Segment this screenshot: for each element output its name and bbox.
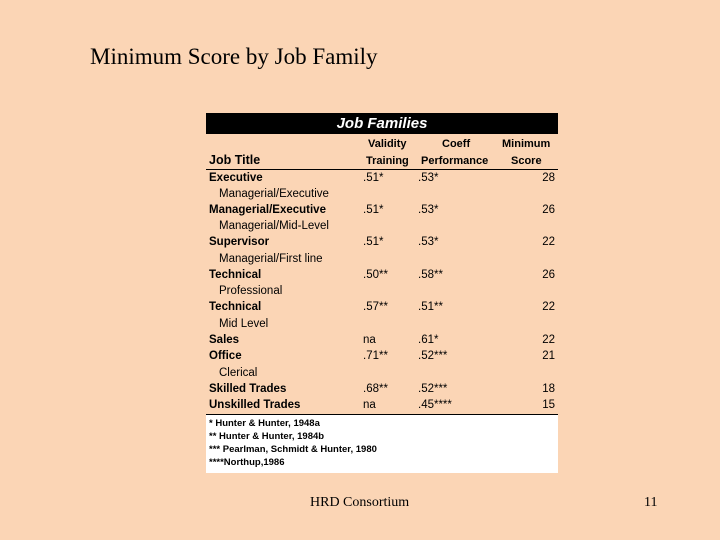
job-subtitle: Managerial/First line — [219, 253, 323, 265]
table-row-sub — [206, 186, 558, 202]
job-title: Technical — [209, 301, 262, 313]
table-row — [206, 267, 558, 283]
job-title: Executive — [209, 172, 263, 184]
table-row — [206, 299, 558, 315]
training-value: .51* — [363, 236, 384, 248]
table-header: Job Families — [206, 113, 558, 134]
performance-value: .51** — [418, 301, 443, 313]
col-header-minimum: Minimum — [502, 138, 551, 150]
minimum-score: 18 — [542, 383, 555, 395]
performance-value: .53* — [418, 236, 439, 248]
job-title: Office — [209, 350, 242, 362]
table-row-sub — [206, 251, 558, 267]
col-header-performance: Performance — [421, 155, 489, 167]
col-header-coeff: Coeff — [442, 138, 471, 150]
col-header-training: Training — [366, 155, 409, 167]
col-header-job-title: Job Title — [209, 153, 261, 167]
col-header-validity: Validity — [368, 138, 407, 150]
table-row-sub — [206, 365, 558, 381]
col-header-score: Score — [511, 155, 542, 167]
table-row — [206, 202, 558, 218]
job-title: Technical — [209, 269, 262, 281]
footnote: ** Hunter & Hunter, 1984b — [209, 431, 325, 442]
minimum-score: 21 — [542, 350, 555, 362]
table-row — [206, 381, 558, 397]
table-row-sub — [206, 218, 558, 234]
job-subtitle: Professional — [219, 285, 283, 297]
table-row — [206, 348, 558, 364]
minimum-score: 22 — [542, 236, 555, 248]
footnote: ****Northup,1986 — [209, 457, 285, 468]
table-row-sub — [206, 316, 558, 332]
footnotes — [206, 415, 558, 473]
footnote: * Hunter & Hunter, 1948a — [209, 418, 320, 429]
job-title: Unskilled Trades — [209, 399, 301, 411]
training-value: .57** — [363, 301, 388, 313]
training-value: na — [363, 334, 376, 346]
performance-value: .52*** — [418, 383, 448, 395]
job-subtitle: Clerical — [219, 367, 258, 379]
minimum-score: 15 — [542, 399, 555, 411]
job-title: Sales — [209, 334, 240, 346]
performance-value: .58** — [418, 269, 443, 281]
minimum-score: 28 — [542, 172, 555, 184]
footnote: *** Pearlman, Schmidt & Hunter, 1980 — [209, 444, 377, 455]
table-row — [206, 397, 558, 413]
footer-text: HRD Consortium — [310, 495, 410, 510]
job-subtitle: Managerial/Mid-Level — [219, 220, 329, 232]
table-row — [206, 170, 558, 186]
performance-value: .52*** — [418, 350, 448, 362]
minimum-score: 26 — [542, 269, 555, 281]
job-families-table — [206, 113, 558, 473]
job-title: Skilled Trades — [209, 383, 287, 395]
performance-value: .61* — [418, 334, 439, 346]
performance-value: .53* — [418, 204, 439, 216]
minimum-score: 22 — [542, 334, 555, 346]
table-row — [206, 332, 558, 348]
slide-title: Minimum Score by Job Family — [90, 44, 378, 69]
minimum-score: 26 — [542, 204, 555, 216]
page-number: 11 — [644, 495, 658, 510]
job-subtitle: Mid Level — [219, 318, 269, 330]
minimum-score: 22 — [542, 301, 555, 313]
training-value: na — [363, 399, 376, 411]
training-value: .71** — [363, 350, 388, 362]
job-title: Supervisor — [209, 236, 270, 248]
performance-value: .53* — [418, 172, 439, 184]
training-value: .51* — [363, 172, 384, 184]
training-value: .51* — [363, 204, 384, 216]
training-value: .50** — [363, 269, 388, 281]
performance-value: .45**** — [418, 399, 452, 411]
job-title: Managerial/Executive — [209, 204, 326, 216]
table-row — [206, 234, 558, 250]
job-subtitle: Managerial/Executive — [219, 188, 329, 200]
training-value: .68** — [363, 383, 388, 395]
table-row-sub — [206, 283, 558, 299]
